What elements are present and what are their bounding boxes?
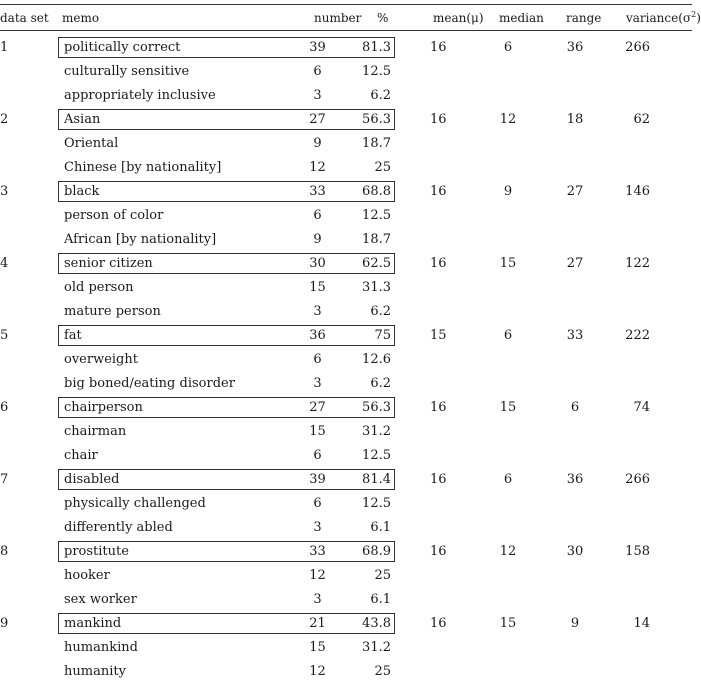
- memo-term: person of color: [64, 208, 164, 223]
- memo-term: differently abled: [64, 520, 173, 535]
- data-set-id: 4: [0, 256, 9, 271]
- mean-value: 16: [430, 112, 447, 127]
- memo-term: big boned/eating disorder: [64, 376, 235, 391]
- memo-term: old person: [64, 280, 134, 295]
- number-value: 39: [309, 472, 326, 487]
- variance-value: 62: [633, 112, 650, 127]
- percent-value: 56.3: [362, 400, 391, 415]
- memo-term: disabled: [64, 472, 120, 487]
- percent-value: 6.2: [370, 304, 391, 319]
- median-value: 12: [499, 544, 517, 559]
- data-set-id: 1: [0, 40, 9, 55]
- number-value: 9: [313, 232, 322, 247]
- median-value: 15: [499, 400, 517, 415]
- range-value: 36: [566, 40, 584, 55]
- percent-value: 6.1: [370, 520, 391, 535]
- variance-value: 14: [633, 616, 650, 631]
- mean-value: 16: [430, 472, 447, 487]
- variance-value: 266: [625, 472, 650, 487]
- memo-term: mankind: [64, 616, 122, 631]
- number-value: 6: [313, 352, 322, 367]
- number-value: 3: [313, 88, 322, 103]
- median-value: 6: [503, 472, 513, 487]
- number-value: 3: [313, 304, 322, 319]
- range-value: 27: [566, 184, 584, 199]
- median-value: 9: [503, 184, 513, 199]
- number-value: 3: [313, 520, 322, 535]
- percent-value: 31.2: [362, 424, 391, 439]
- data-set-id: 3: [0, 184, 9, 199]
- number-value: 12: [309, 664, 326, 679]
- memo-term: culturally sensitive: [64, 64, 190, 79]
- number-value: 12: [309, 568, 326, 583]
- header-percent: %: [377, 11, 389, 25]
- mean-value: 16: [430, 40, 447, 55]
- number-value: 33: [309, 544, 326, 559]
- percent-value: 25: [374, 664, 391, 679]
- header-variance: $variance(\sigma^2)$: [626, 10, 701, 25]
- header-number: number: [314, 11, 362, 25]
- data-set-id: 7: [0, 472, 9, 487]
- memo-term: chairman: [64, 424, 127, 439]
- percent-value: 12.5: [362, 496, 391, 511]
- number-value: 30: [309, 256, 326, 271]
- percent-value: 6.2: [370, 376, 391, 391]
- memo-term: black: [64, 184, 100, 199]
- mean-value: 16: [430, 400, 447, 415]
- memo-term: humanity: [64, 664, 126, 679]
- number-value: 36: [309, 328, 326, 343]
- percent-value: 31.3: [362, 280, 391, 295]
- percent-value: 68.8: [362, 184, 391, 199]
- percent-value: 12.5: [362, 64, 391, 79]
- header-memo: memo: [62, 11, 100, 25]
- percent-value: 25: [374, 568, 391, 583]
- number-value: 3: [313, 592, 322, 607]
- variance-value: 158: [625, 544, 650, 559]
- data-set-id: 8: [0, 544, 9, 559]
- memo-term: Chinese [by nationality]: [64, 160, 222, 175]
- memo-term: Oriental: [64, 136, 119, 151]
- number-value: 6: [313, 64, 322, 79]
- memo-term: appropriately inclusive: [64, 88, 216, 103]
- percent-value: 56.3: [362, 112, 391, 127]
- percent-value: 12.6: [362, 352, 391, 367]
- number-value: 15: [309, 280, 326, 295]
- number-value: 6: [313, 448, 322, 463]
- variance-value: 146: [625, 184, 650, 199]
- number-value: 15: [309, 424, 326, 439]
- variance-value: 74: [633, 400, 650, 415]
- number-value: 9: [313, 136, 322, 151]
- number-value: 15: [309, 640, 326, 655]
- number-value: 33: [309, 184, 326, 199]
- memo-term: mature person: [64, 304, 161, 319]
- mean-value: 16: [430, 256, 447, 271]
- number-value: 12: [309, 160, 326, 175]
- percent-value: 6.1: [370, 592, 391, 607]
- variance-value: 222: [625, 328, 650, 343]
- number-value: 6: [313, 496, 322, 511]
- range-value: 30: [566, 544, 584, 559]
- percent-value: 68.9: [362, 544, 391, 559]
- memo-term: African [by nationality]: [64, 232, 217, 247]
- data-set-id: 9: [0, 616, 9, 631]
- range-value: 9: [570, 616, 580, 631]
- number-value: 27: [309, 112, 326, 127]
- mean-value: 16: [430, 616, 447, 631]
- memo-term: senior citizen: [64, 256, 153, 271]
- memo-term: overweight: [64, 352, 138, 367]
- variance-value: 266: [625, 40, 650, 55]
- range-value: 33: [566, 328, 584, 343]
- memo-term: fat: [64, 328, 82, 343]
- percent-value: 81.3: [362, 40, 391, 55]
- median-value: 15: [499, 256, 517, 271]
- range-value: 36: [566, 472, 584, 487]
- median-value: 15: [499, 616, 517, 631]
- number-value: 27: [309, 400, 326, 415]
- header-range: range: [566, 11, 602, 25]
- percent-value: 75: [374, 328, 391, 343]
- data-set-id: 5: [0, 328, 9, 343]
- range-value: 6: [570, 400, 580, 415]
- header-median: median: [499, 11, 544, 25]
- percent-value: 62.5: [362, 256, 391, 271]
- memo-term: chairperson: [64, 400, 143, 415]
- median-value: 12: [499, 112, 517, 127]
- memo-term: chair: [64, 448, 98, 463]
- data-set-id: 6: [0, 400, 9, 415]
- range-value: 27: [566, 256, 584, 271]
- mean-value: 16: [430, 544, 447, 559]
- header-rule: [0, 30, 692, 31]
- memo-term: prostitute: [64, 544, 129, 559]
- memo-term: sex worker: [64, 592, 137, 607]
- percent-value: 18.7: [362, 136, 391, 151]
- number-value: 39: [309, 40, 326, 55]
- header-mean: mean(μ): [433, 11, 484, 25]
- number-value: 21: [309, 616, 326, 631]
- percent-value: 12.5: [362, 448, 391, 463]
- number-value: 3: [313, 376, 322, 391]
- percent-value: 12.5: [362, 208, 391, 223]
- number-value: 6: [313, 208, 322, 223]
- range-value: 18: [566, 112, 584, 127]
- percent-value: 25: [374, 160, 391, 175]
- memo-term: politically correct: [64, 40, 181, 55]
- memo-term: physically challenged: [64, 496, 206, 511]
- top-rule: [0, 4, 692, 5]
- percent-value: 43.8: [362, 616, 391, 631]
- memo-term: Asian: [64, 112, 101, 127]
- memo-term: hooker: [64, 568, 110, 583]
- median-value: 6: [503, 328, 513, 343]
- mean-value: 16: [430, 184, 447, 199]
- median-value: 6: [503, 40, 513, 55]
- percent-value: 18.7: [362, 232, 391, 247]
- percent-value: 81.4: [362, 472, 391, 487]
- percent-value: 31.2: [362, 640, 391, 655]
- mean-value: 15: [430, 328, 447, 343]
- data-set-id: 2: [0, 112, 9, 127]
- memo-term: humankind: [64, 640, 138, 655]
- header-data-set: data set: [0, 11, 49, 25]
- percent-value: 6.2: [370, 88, 391, 103]
- variance-value: 122: [625, 256, 650, 271]
